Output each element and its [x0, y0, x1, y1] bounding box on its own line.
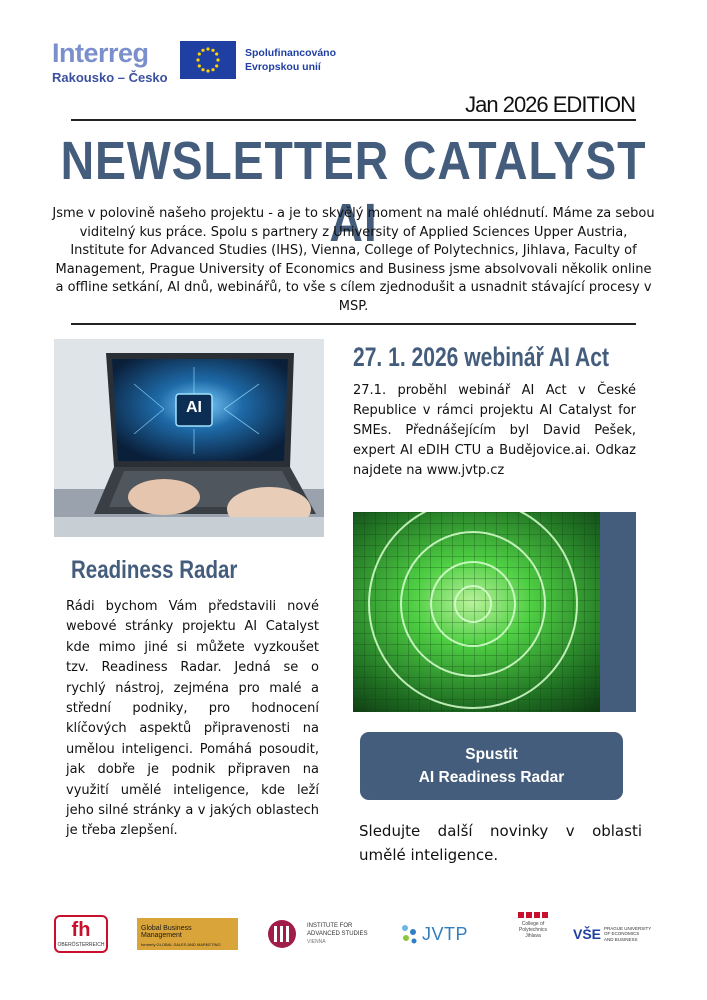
fh-sub: OBERÖSTERREICH [57, 942, 105, 948]
vspj-mark-icon [518, 912, 548, 918]
vspj-line1: College of [521, 921, 545, 927]
jvtp-label: JVTP [422, 923, 469, 944]
vspj-line3: Jihlava [525, 933, 541, 939]
launch-readiness-radar-button[interactable] [360, 732, 623, 800]
gbm-line2: formerly GLOBAL SALES AND MARKETING [141, 942, 221, 947]
eu-text-line1: Spolufinancováno [245, 47, 337, 59]
laptop-ai-image [54, 339, 324, 537]
vspj-line2: Polytechnics [518, 927, 548, 933]
webinar-heading: 27. 1. 2026 webinář AI Act [353, 342, 609, 372]
ihs-mark-icon [267, 919, 303, 949]
eu-cofunding-text [245, 46, 336, 74]
eu-text-line2: Evropskou unií [245, 61, 321, 73]
header-divider [71, 119, 636, 121]
vse-logo [573, 912, 653, 956]
jvtp-logo [400, 912, 480, 956]
ihs-line3: VIENNA [307, 939, 326, 945]
newsletter-title: NEWSLETTER CATALYST AI [60, 131, 647, 253]
image-ai-label: AI [186, 399, 202, 416]
cta-line2: AI Readiness Radar [418, 769, 565, 786]
interreg-logo [52, 40, 172, 85]
fh-upper-austria-logo [54, 912, 110, 956]
ihs-logo [267, 912, 377, 956]
eu-flag-icon [180, 41, 236, 79]
global-business-management-logo [137, 912, 238, 956]
edition-label: Jan 2026 EDITION [465, 92, 635, 117]
readiness-radar-text: Rádi bychom Vám představili nové webové stránky projektu AI Catalyst kde mimo jiné si můžete vyzkoušet tzv. Readiness Radar. Jedná se o rychlý nástroj, zejména pro malé a střední podniky, pro hodnocení klíčových aspektů připravenosti na umělou inteligenci. Pomáhá posoudit, jak dobře je podnik připraven na využití umělé inteligence, kde leží jeho silné stránky a v jakých oblastech je třeba zlepšení. [66, 599, 319, 839]
cta-line1: Spustit [465, 746, 518, 763]
ihs-line2: ADVANCED STUDIES [307, 931, 368, 937]
vse-line2: OF ECONOMICS [604, 931, 640, 937]
webinar-text: 27.1. proběhl webinář AI Act v České Republice v rámci projektu AI Catalyst for SMEs. Přednášejícím byl David Pešek, expert AI eDIH CTU a Budějovice.ai. Odkaz najdete na www.jvtp.cz [353, 383, 636, 478]
follow-news-text: Sledujte další novinky v oblasti umělé inteligence. [359, 822, 642, 864]
fh-label: fh [71, 919, 91, 941]
intro-divider [71, 323, 636, 325]
interreg-region: Rakousko – Česko [52, 70, 168, 85]
radar-image [353, 512, 636, 712]
ihs-line1: INSTITUTE FOR [307, 923, 353, 929]
vse-line1: PRAGUE UNIVERSITY [604, 925, 652, 931]
vse-line3: AND BUSINESS [604, 936, 638, 942]
intro-paragraph: Jsme v polovině našeho projektu - a je to skvělý moment na malé ohlédnutí. Máme za sebou viditelný kus práce. Spolu s partnery z University of Applied Sciences Upper Austria, Institute for Advanced Studies (IHS), Vienna, College of Polytechnics, Jihlava, Faculty of Management, Prague University of Economics and Business jsme absolvovali několik online a offline setkání, AI dnů, webinářů, to vše s cílem zjednodušit a usnadnit stávající procesy v MSP. [52, 206, 655, 314]
vse-mark: VŠE [573, 926, 602, 942]
vspj-logo [512, 912, 554, 956]
gbm-line1: Global Business Management [141, 925, 192, 939]
readiness-radar-heading: Readiness Radar [71, 556, 238, 584]
interreg-name: Interreg [52, 38, 149, 68]
jvtp-mark-icon [400, 923, 420, 945]
